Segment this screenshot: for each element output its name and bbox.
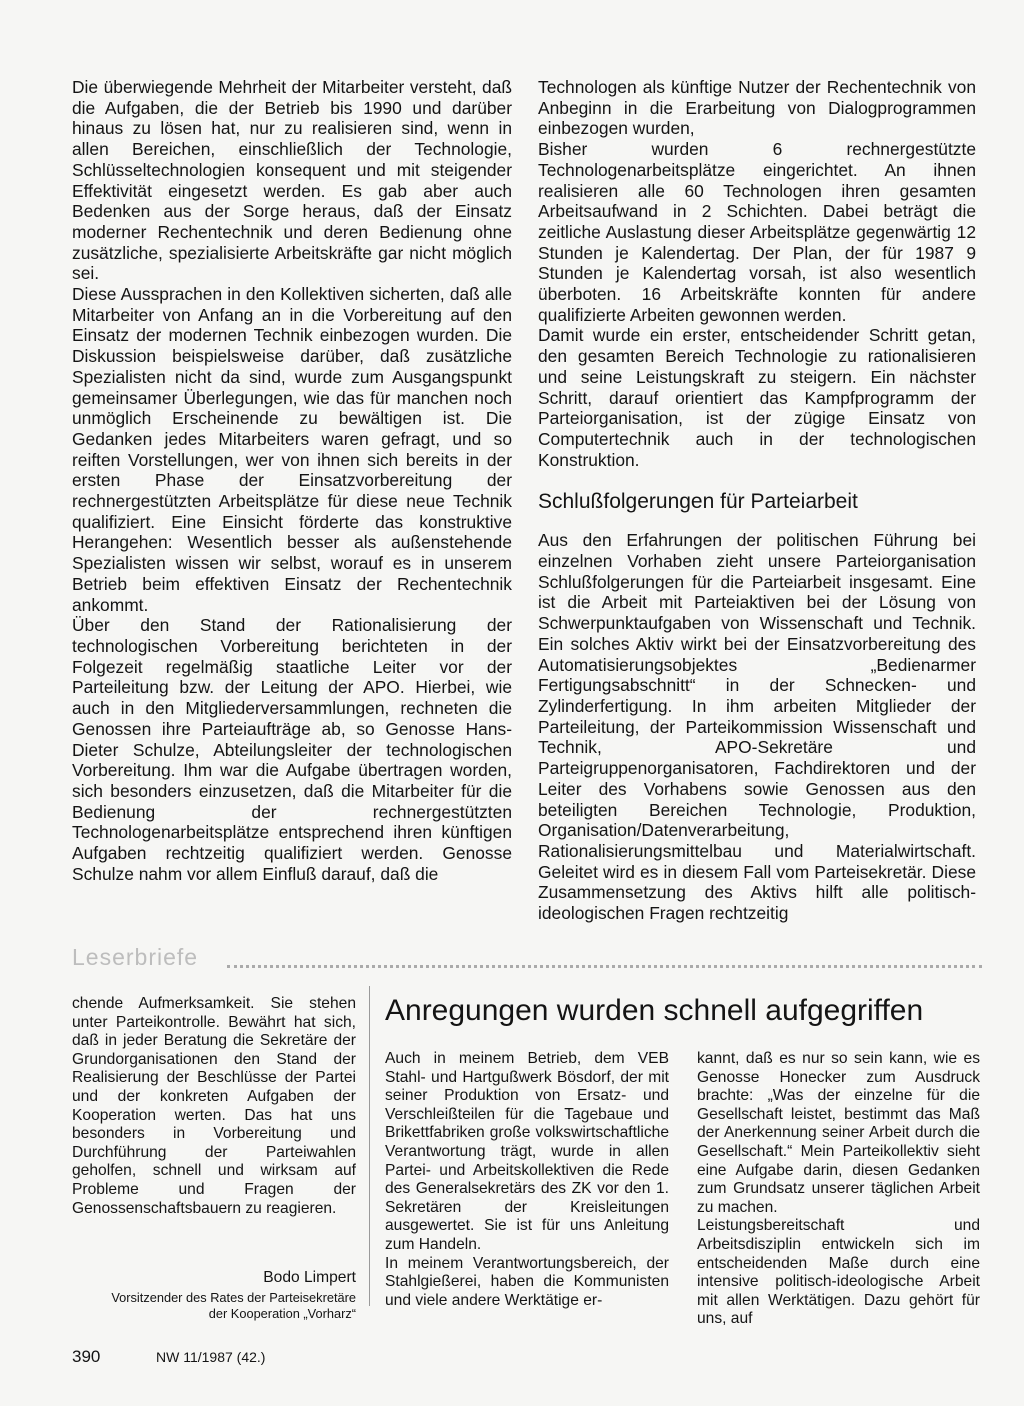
paragraph: Diese Aussprachen in den Kollektiven sicherten, daß alle Mitarbeiter von Anfang an in die Vorbereitung auf den Einsatz der modernen Technik einbezogen wurden. Die Diskussion beispielsweise darüber, daß zusätzliche Spezialisten nicht da sind, wurde zum Ausgangspunkt gemeinsamer Überlegungen, wie das für manchen noch unmöglich Erscheinende zu bewältigen ist. Die Gedanken jedes Mitarbeiters waren gefragt, und so reiften Vorstellungen, wer von ihnen sich bereits in der ersten Phase der Einsatzvorbereitung der rechnergestützten Arbeitsplätze für diese neue Technik qualifiziert. Eine Einsicht förderte das konstruktive Herangehen: Wesentlich besser als außenstehende Spezialisten wissen wir selbst, worauf es in unserem Betrieb beim effektiven Einsatz der Rechentechnik ankommt. [72, 284, 512, 615]
letter-continued [72, 995, 356, 1218]
paragraph: Technologen als künftige Nutzer der Rechentechnik von Anbeginn in die Erarbeitung von Dialogprogrammen einbezogen wurden, [538, 77, 976, 139]
paragraph: Bisher wurden 6 rechnergestützte Technologenarbeitsplätze eingerichtet. An ihnen realisieren alle 60 Technologen ihren gesamten Arbeitsaufwand in 2 Schichten. Dabei beträgt die zeitliche Auslastung dieser Arbeitsplätze gegenwärtig 12 Stunden je Kalendertag. Der Plan, der für 1987 9 Stunden je Kalendertag vorsah, ist also wesentlich überboten. 16 Arbeitskräfte konnten für andere qualifizierte Arbeiten gewonnen werden. [538, 139, 976, 325]
section-label: Leserbriefe [72, 944, 199, 970]
section-header [72, 944, 982, 974]
paragraph: kannt, daß es nur so sein kann, wie es Genosse Honecker zum Ausdruck brachte: „Was der einzelne für die Gesellschaft leistet, bestimmt das Maß der Anerkennung seiner Arbeit durch die Gesellschaft.“ Mein Parteikollektiv sieht eine Aufgabe darin, diesen Gedanken zum Grundsatz unserer täglichen Arbeit zu machen. [697, 1050, 980, 1216]
author-role [72, 1290, 356, 1322]
paragraph: Über den Stand der Rationalisierung der technologischen Vorbereitung berichteten in der Folgezeit regelmäßig staatliche Leiter vor der Parteileitung bzw. der Leitung der APO. Hierbei, wie auch in den Mitgliederversammlungen, rechneten die Genossen ihre Parteiaufträge ab, so Genosse Hans-Dieter Schulze, Abteilungsleiter der technologischen Vorbereitung. Ihm war die Aufgabe übertragen worden, sich besonders einzusetzen, daß die Mitarbeiter für die Bedienung der rechnergestützten Technologenarbeitsplätze entsprechend ihren künftigen Aufgaben rechtzeitig qualifiziert werden. Genosse Schulze nahm vor allem Einfluß darauf, daß die [72, 615, 512, 884]
dotted-rule [227, 965, 982, 968]
column-divider [369, 986, 370, 1306]
author-role-line: der Kooperation „Vorharz“ [208, 1306, 356, 1321]
paragraph: Aus den Erfahrungen der politischen Führung bei einzelnen Vorhaben zieht unsere Parteiorganisation Schlußfolgerungen für die Parteiarbeit insgesamt. Eine ist die Arbeit mit Parteiaktiven bei der Lösung von Schwerpunktaufgaben von Wissenschaft und Technik. Ein solches Aktiv wirkt bei der Einsatzvorbereitung des Automatisierungsobjektes „Bedienarmer Fertigungsabschnitt“ in der Schnecken- und Zylinderfertigung. In ihm arbeiten Mitglieder der Parteileitung, der Parteikommission Wissenschaft und Technik, APO-Sekretäre und Parteigruppenorganisatoren, Fachdirektoren und der Leiter des Vorhabens sowie Genossen aus den beteiligten Bereichen Technologie, Produktion, Organisation/Datenverarbeitung, Rationalisierungsmittelbau und Materialwirtschaft. Geleitet wird es in diesem Fall vom Parteisekretär. Diese Zusammensetzung des Aktivs hilft alle politisch-ideologischen Fragen rechtzeitig [538, 530, 976, 924]
page-number: 390 [72, 1347, 101, 1366]
paragraph: Die überwiegende Mehrheit der Mitarbeiter versteht, daß die Aufgaben, die der Betrieb bis 1990 und darüber hinaus zu lösen hat, nur zu realisieren sind, wenn in allen Bereichen, einschließlich der Technologie, Schlüsseltechnologien konsequent und mit steigender Effektivität eingesetzt werden. Es gab aber auch Bedenken aus der Sorge heraus, daß der Einsatz moderner Rechentechnik und deren Bedienung ohne zusätzliche, spezialisierte Arbeitskräfte gar nicht möglich sei. [72, 77, 512, 284]
issue-reference: NW 11/1987 (42.) [156, 1349, 266, 1365]
section-subheading: Schlußfolgerungen für Parteiarbeit [538, 490, 858, 514]
paragraph: chende Aufmerksamkeit. Sie stehen unter Parteikontrolle. Bewährt hat sich, daß in jeder Beratung die Sekretäre der Grundorganisationen den Stand der Realisierung der Beschlüsse der Partei und der konkreten Aufgaben der Kooperation werten. Das hat uns besonders in Vorbereitung und Durchführung der Parteiwahlen geholfen, schnell und wirksam auf Probleme und Fragen der Genossenschaftsbauern zu reagieren. [72, 995, 356, 1217]
article-left-column [72, 77, 512, 884]
paragraph: Damit wurde ein erster, entscheidender Schritt getan, den gesamten Bereich Technologie zu rationalisieren und seine Leistungskraft zu steigern. Ein nächster Schritt, darauf orientiert das Kampfprogramm der Parteiorganisation, ist der zügige Einsatz von Computertechnik auch in der technologischen Konstruktion. [538, 325, 976, 470]
letter-column-1 [385, 1050, 669, 1310]
letter-title: Anregungen wurden schnell aufgegriffen [385, 994, 924, 1027]
author-name: Bodo Limpert [263, 1269, 356, 1286]
paragraph: In meinem Verantwortungsbereich, der Stahlgießerei, haben die Kommunisten und viele andere Werktätige er- [385, 1254, 669, 1309]
paragraph: Auch in meinem Betrieb, dem VEB Stahl- und Hartgußwerk Bösdorf, der mit seiner Produktion von Ersatz- und Verschleißteilen für die Tagebaue und Brikettfabriken große volkswirtschaftliche Verantwortung trägt, wurde in allen Partei- und Arbeitskollektiven die Rede des Generalsekretärs des ZK vor den 1. Sekretären der Kreisleitungen ausgewertet. Sie ist für uns Anleitung zum Handeln. [385, 1050, 669, 1253]
page-footer [72, 1347, 472, 1371]
letter-column-2 [697, 1050, 980, 1329]
article-right-column [538, 77, 976, 924]
author-role-line: Vorsitzender des Rates der Parteisekretäre [111, 1290, 356, 1305]
signature-block [72, 1268, 356, 1322]
paragraph: Leistungsbereitschaft und Arbeitsdisziplin entwickeln sich im entscheidenden Maße durch eine intensive politisch-ideologische Arbeit mit allen Werktätigen. Dazu gehört für uns, auf [697, 1217, 980, 1328]
